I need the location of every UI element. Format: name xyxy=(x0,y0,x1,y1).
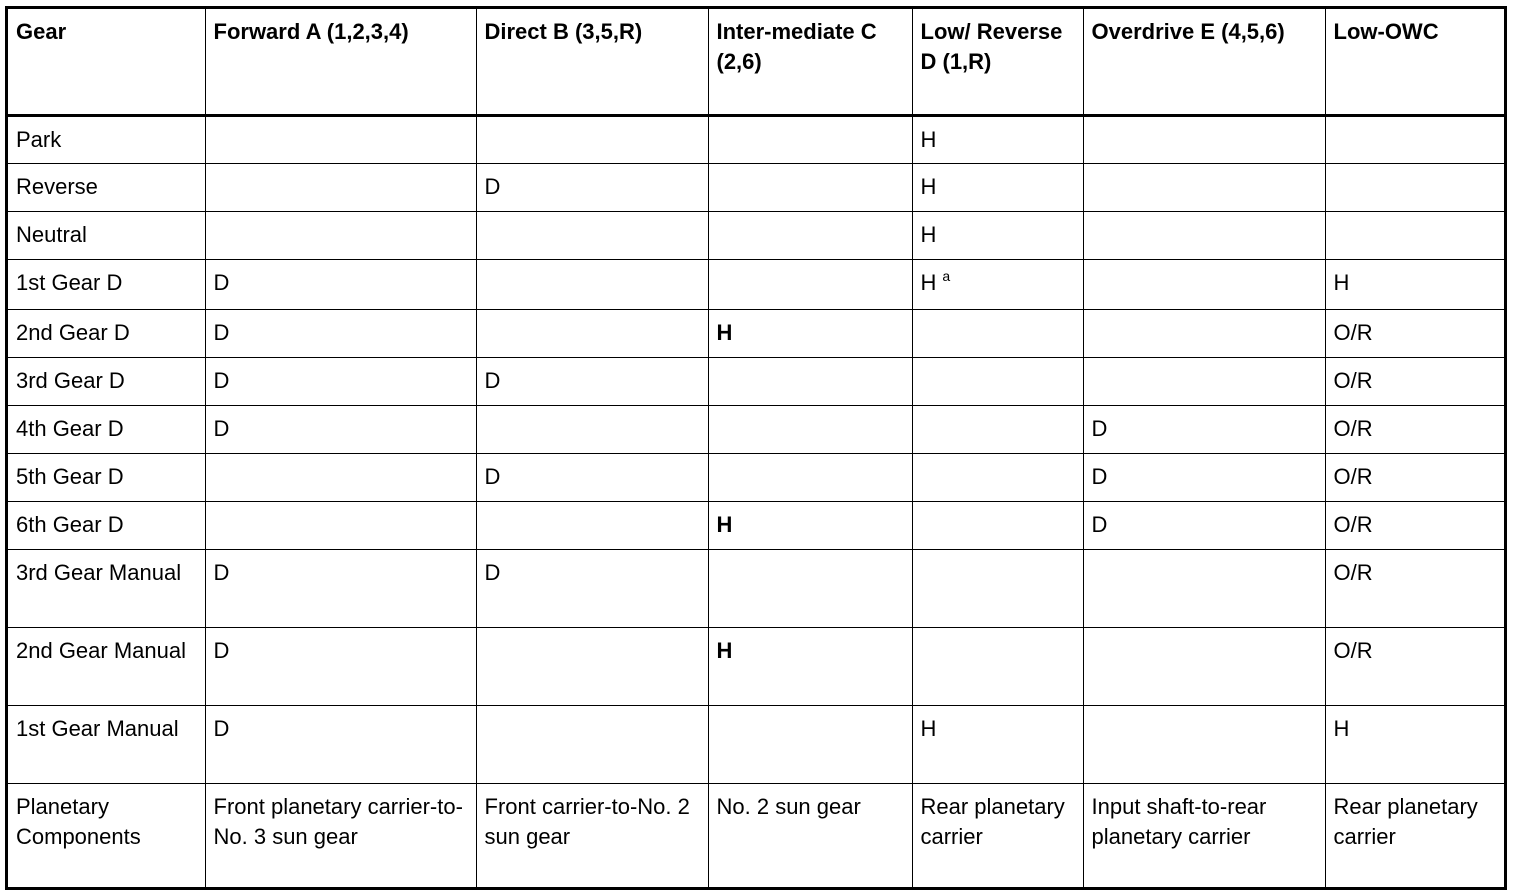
cell-text: H xyxy=(716,637,733,663)
cell-intermediate-c xyxy=(708,163,912,211)
cell-text: Rear planetary carrier xyxy=(1333,793,1478,849)
cell-low-reverse-d xyxy=(912,309,1083,357)
cell-text: Front carrier-to-No. 2 sun gear xyxy=(484,793,690,849)
cell-text: 2nd Gear D xyxy=(16,319,130,345)
cell-text: 1st Gear D xyxy=(16,269,123,295)
table-row xyxy=(8,259,1504,309)
cell-direct-b xyxy=(476,453,708,501)
cell-direct-b xyxy=(476,549,708,627)
cell-forward-a xyxy=(205,627,476,705)
cell-text: D xyxy=(484,559,501,585)
row-label xyxy=(8,115,205,163)
header-low-reverse-d: Low/ Reverse D (1,R) xyxy=(912,9,1083,115)
cell-text: Input shaft-to-rear planetary carrier xyxy=(1091,793,1267,849)
cell-direct-b xyxy=(476,309,708,357)
cell-text: H xyxy=(716,319,733,345)
cell-low-owc xyxy=(1325,211,1504,259)
cell-direct-b xyxy=(476,357,708,405)
cell-overdrive-e xyxy=(1083,453,1325,501)
table-row xyxy=(8,163,1504,211)
cell-text: H xyxy=(920,269,937,295)
cell-forward-a xyxy=(205,163,476,211)
cell-low-reverse-d xyxy=(912,627,1083,705)
cell-overdrive-e xyxy=(1083,627,1325,705)
cell-forward-a xyxy=(205,783,476,890)
cell-text: D xyxy=(484,463,501,489)
cell-text: 2nd Gear Manual xyxy=(16,637,186,663)
row-label xyxy=(8,309,205,357)
cell-text: H xyxy=(920,126,937,152)
cell-forward-a xyxy=(205,705,476,783)
cell-forward-a xyxy=(205,259,476,309)
cell-intermediate-c xyxy=(708,309,912,357)
cell-low-reverse-d xyxy=(912,501,1083,549)
cell-forward-a xyxy=(205,211,476,259)
cell-low-reverse-d xyxy=(912,405,1083,453)
cell-overdrive-e xyxy=(1083,309,1325,357)
cell-intermediate-c xyxy=(708,627,912,705)
row-label xyxy=(8,501,205,549)
cell-overdrive-e xyxy=(1083,163,1325,211)
table-row xyxy=(8,405,1504,453)
cell-text: No. 2 sun gear xyxy=(716,793,861,819)
header-low-owc: Low-OWC xyxy=(1325,9,1504,115)
row-label xyxy=(8,259,205,309)
table-row xyxy=(8,549,1504,627)
cell-low-reverse-d xyxy=(912,163,1083,211)
cell-direct-b xyxy=(476,163,708,211)
cell-intermediate-c xyxy=(708,259,912,309)
row-label xyxy=(8,549,205,627)
cell-text: Rear planetary carrier xyxy=(920,793,1065,849)
cell-direct-b xyxy=(476,783,708,890)
table-row xyxy=(8,357,1504,405)
cell-text: O/R xyxy=(1333,559,1373,585)
cell-text: D xyxy=(213,269,230,295)
row-label xyxy=(8,211,205,259)
cell-overdrive-e xyxy=(1083,705,1325,783)
cell-text: O/R xyxy=(1333,511,1373,537)
row-label xyxy=(8,405,205,453)
cell-low-reverse-d xyxy=(912,705,1083,783)
header-forward-a: Forward A (1,2,3,4) xyxy=(205,9,476,115)
cell-intermediate-c xyxy=(708,357,912,405)
cell-direct-b xyxy=(476,501,708,549)
cell-forward-a xyxy=(205,549,476,627)
cell-low-owc xyxy=(1325,549,1504,627)
row-label xyxy=(8,357,205,405)
header-overdrive-e: Overdrive E (4,5,6) xyxy=(1083,9,1325,115)
cell-low-reverse-d xyxy=(912,115,1083,163)
cell-text: D xyxy=(213,367,230,393)
cell-text: H xyxy=(920,221,937,247)
clutch-application-table xyxy=(8,9,1504,890)
cell-text: D xyxy=(484,173,501,199)
cell-text: 5th Gear D xyxy=(16,463,124,489)
cell-text: 3rd Gear Manual xyxy=(16,559,182,585)
cell-intermediate-c xyxy=(708,453,912,501)
cell-text: 6th Gear D xyxy=(16,511,124,537)
cell-text: D xyxy=(1091,463,1108,489)
cell-low-owc xyxy=(1325,783,1504,890)
cell-text: D xyxy=(213,415,230,441)
cell-forward-a xyxy=(205,115,476,163)
cell-text: 4th Gear D xyxy=(16,415,124,441)
cell-text: Reverse xyxy=(16,173,98,199)
cell-text: O/R xyxy=(1333,637,1373,663)
cell-overdrive-e xyxy=(1083,405,1325,453)
cell-text: H xyxy=(920,173,937,199)
cell-direct-b xyxy=(476,259,708,309)
cell-text: D xyxy=(484,367,501,393)
cell-overdrive-e xyxy=(1083,115,1325,163)
cell-low-owc xyxy=(1325,627,1504,705)
cell-low-reverse-d xyxy=(912,357,1083,405)
cell-intermediate-c xyxy=(708,405,912,453)
cell-text: O/R xyxy=(1333,319,1373,345)
cell-text: D xyxy=(1091,511,1108,537)
cell-overdrive-e xyxy=(1083,783,1325,890)
cell-text: H xyxy=(1333,715,1350,741)
cell-text: H xyxy=(716,511,733,537)
cell-text: O/R xyxy=(1333,367,1373,393)
cell-direct-b xyxy=(476,405,708,453)
cell-low-reverse-d xyxy=(912,549,1083,627)
cell-text: D xyxy=(213,637,230,663)
cell-text: Park xyxy=(16,126,62,152)
cell-text: 1st Gear Manual xyxy=(16,715,179,741)
cell-overdrive-e xyxy=(1083,501,1325,549)
cell-forward-a xyxy=(205,357,476,405)
cell-low-reverse-d xyxy=(912,211,1083,259)
cell-text: D xyxy=(213,715,230,741)
cell-direct-b xyxy=(476,627,708,705)
cell-low-owc xyxy=(1325,259,1504,309)
cell-forward-a xyxy=(205,309,476,357)
cell-text: D xyxy=(213,319,230,345)
table-row xyxy=(8,453,1504,501)
cell-low-owc xyxy=(1325,501,1504,549)
cell-low-owc xyxy=(1325,405,1504,453)
header-gear: Gear xyxy=(8,9,205,115)
cell-intermediate-c xyxy=(708,501,912,549)
cell-text: O/R xyxy=(1333,415,1373,441)
table-row xyxy=(8,627,1504,705)
cell-text: Planetary Components xyxy=(16,793,141,849)
table-row xyxy=(8,211,1504,259)
cell-intermediate-c xyxy=(708,211,912,259)
cell-intermediate-c xyxy=(708,549,912,627)
cell-low-reverse-d xyxy=(912,453,1083,501)
cell-direct-b xyxy=(476,705,708,783)
table-row xyxy=(8,115,1504,163)
cell-forward-a xyxy=(205,453,476,501)
cell-low-owc xyxy=(1325,357,1504,405)
cell-overdrive-e xyxy=(1083,211,1325,259)
cell-text: Front planetary carrier-to-No. 3 sun gear xyxy=(213,793,463,849)
cell-overdrive-e xyxy=(1083,357,1325,405)
cell-intermediate-c xyxy=(708,783,912,890)
cell-text: 3rd Gear D xyxy=(16,367,125,393)
cell-forward-a xyxy=(205,501,476,549)
header-direct-b: Direct B (3,5,R) xyxy=(476,9,708,115)
cell-text: O/R xyxy=(1333,463,1373,489)
cell-low-reverse-d xyxy=(912,783,1083,890)
cell-text: H xyxy=(920,715,937,741)
cell-low-owc xyxy=(1325,309,1504,357)
cell-direct-b xyxy=(476,115,708,163)
cell-forward-a xyxy=(205,405,476,453)
cell-low-owc xyxy=(1325,115,1504,163)
cell-intermediate-c xyxy=(708,705,912,783)
footnote-marker: a xyxy=(942,267,951,284)
clutch-application-table-frame xyxy=(5,6,1507,890)
table-row xyxy=(8,501,1504,549)
cell-low-owc xyxy=(1325,705,1504,783)
table-row xyxy=(8,783,1504,890)
cell-low-reverse-d xyxy=(912,259,1083,309)
row-label xyxy=(8,627,205,705)
cell-text: Neutral xyxy=(16,221,87,247)
cell-overdrive-e xyxy=(1083,259,1325,309)
cell-text: H xyxy=(1333,269,1350,295)
row-label xyxy=(8,163,205,211)
table-row xyxy=(8,309,1504,357)
header-intermediate-c: Inter-mediate C (2,6) xyxy=(708,9,912,115)
header-row xyxy=(8,9,1504,115)
row-label xyxy=(8,705,205,783)
cell-text: D xyxy=(213,559,230,585)
cell-direct-b xyxy=(476,211,708,259)
cell-intermediate-c xyxy=(708,115,912,163)
table-row xyxy=(8,705,1504,783)
table-body xyxy=(8,115,1504,890)
cell-low-owc xyxy=(1325,163,1504,211)
cell-low-owc xyxy=(1325,453,1504,501)
row-label xyxy=(8,783,205,890)
row-label xyxy=(8,453,205,501)
cell-text: D xyxy=(1091,415,1108,441)
cell-overdrive-e xyxy=(1083,549,1325,627)
